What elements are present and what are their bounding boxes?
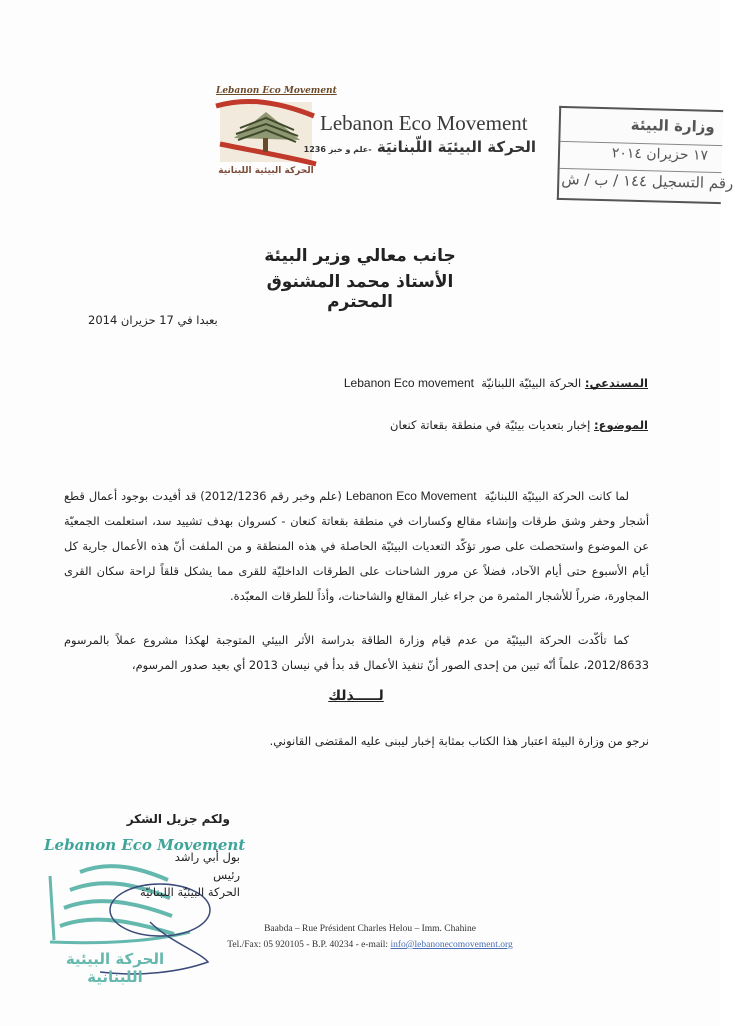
footer-contact	[200, 940, 540, 950]
petitioner-line	[344, 376, 648, 390]
petitioner-label: المستدعي:	[584, 376, 648, 390]
therefore-heading: لـــــذلك	[328, 688, 384, 704]
paragraph-1-start: لما كانت الحركة البيئيّة اللبنانيّة	[484, 489, 629, 503]
closing-thanks: ولكم جزيل الشكر	[126, 812, 230, 826]
subject-line	[390, 418, 648, 432]
registration-number: -علم و خبر 1236	[303, 145, 372, 154]
footer-email-link[interactable]: info@lebanonecomovement.org	[390, 940, 513, 950]
subject-value: إخبار بتعديات بيئيّة في منطقة بقعاتة كنعان	[390, 418, 591, 432]
paragraph-1-org-en: Lebanon Eco Movement	[345, 489, 477, 503]
footer-address: Baabda – Rue Président Charles Helou – Imm. Chahine	[264, 924, 476, 934]
ministry-receipt-stamp	[557, 106, 734, 204]
petitioner-name-ar: الحركة البيئيّة اللبنانيّة	[481, 376, 582, 390]
organization-name-ar	[303, 138, 536, 156]
addressee-line-1: جانب معالي وزير البيئة	[264, 246, 456, 266]
organization-name-ar-text: الحركة البيئيَة اللّبنانيَة	[376, 138, 536, 156]
signer-title: رئيس	[213, 868, 240, 882]
paragraph-1-rest: (علم وخبر رقم 2012/1236) قد أفيدت بوجود أعمال قطع أشجار وحفر وشق طرقات وإنشاء مقالع وكسارات في منطقة بقعاتة كنعان - كسروان بهدف تشييد سد، استعلمت الجمعيّة عن الموضوع واستحصلت على صور تؤكّد التعديات البيئيّة الحاصلة في هذه المنطقة و من الملفت أنّ هذه الأعمال جارية كل أيام الأسبوع حتى أيام الآحاد، فضلاً عن مرور الشاحنات على الطرقات الداخليّة للقرى مما يشكل قلقاً لراحة سكان القرى المجاورة، ضرراً للأشجار المثمرة من جراء غبار المقالع والشاحنات، وأذاً للطرقات المعبّدة.	[64, 489, 649, 603]
letter-date: بعبدا في 17 حزيران 2014	[88, 313, 218, 327]
seal-arabic-text: الحركة البيئية اللبنانية	[65, 950, 165, 986]
request-paragraph: نرجو من وزارة البيئة اعتبار هذا الكتاب بمثابة إخبار ليبنى عليه المقتضى القانوني.	[269, 734, 649, 748]
seal-brand-text: Lebanon Eco Movement	[44, 836, 246, 854]
stamp-date: ١٧ حزيران ٢٠١٤	[611, 145, 709, 164]
logo-brand-text: Lebanon Eco Movement	[216, 86, 337, 96]
organization-logo	[214, 84, 337, 184]
stamp-ministry: وزارة البيئة	[630, 115, 715, 136]
subject-label: الموضوع:	[594, 418, 648, 432]
addressee-line-2: الأستاذ محمد المشنوق المحترم	[266, 272, 454, 312]
body-paragraph-1	[64, 484, 649, 609]
organization-name-en: Lebanon Eco Movement	[320, 111, 528, 135]
petitioner-name-en: Lebanon Eco movement	[343, 376, 474, 390]
cedar-flag-icon	[214, 98, 318, 168]
logo-arabic-text: الحركة البيئية اللبنانية	[218, 166, 314, 176]
body-paragraph-2: كما تأكّدت الحركة البيئيّة من عدم قيام وزارة الطاقة بدراسة الأثر البيئي المتوجبة لهكذا مشروع عملاً بالمرسوم 2012/8633، علماً أنّه تبين من إحدى الصور أنّ تنفيذ الأعمال قد بدأ في نيسان 2013 أي بعيد صدور المرسوم،	[64, 633, 649, 672]
footer-contact-text: Tel./Fax: 05 920105 - B.P. 40234 - e-mail:	[227, 940, 391, 950]
stamp-registration: رقم التسجيل ١٤٤ / ب / ش	[561, 169, 734, 193]
signer-organization: الحركة البيئيّة اللبنانيّة	[140, 885, 240, 899]
signer-name: بول أبي راشد	[174, 850, 240, 864]
